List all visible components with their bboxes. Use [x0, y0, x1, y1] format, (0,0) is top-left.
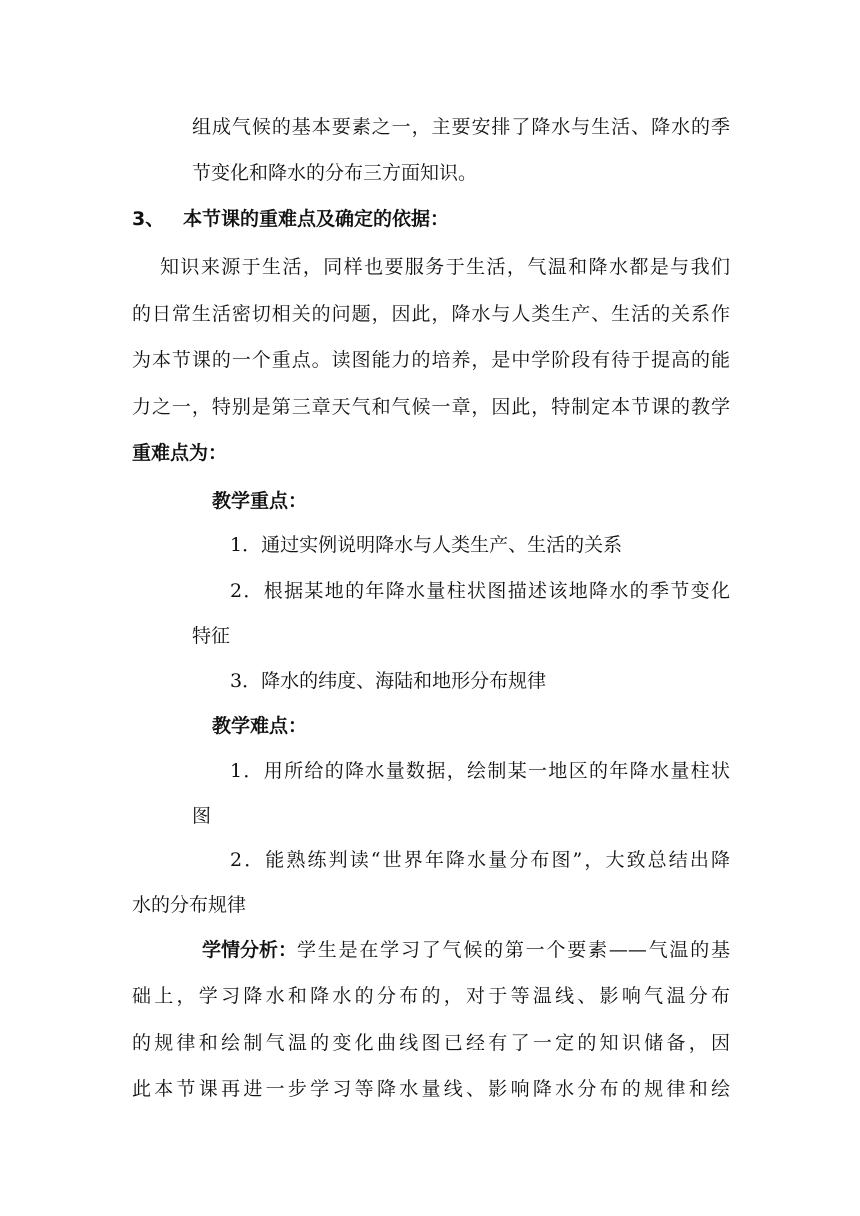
- difficulties-label: 教学难点：: [212, 715, 308, 737]
- analysis-line-3: 的规律和绘制气温的变化曲线图已经有了一定的知识储备，因: [132, 1032, 730, 1054]
- difficulty-1-line-2: 图: [192, 805, 212, 827]
- key-point-2-line-1: 2．根据某地的年降水量柱状图描述该地降水的季节变化: [230, 580, 730, 602]
- difficulty-1-line-1: 1．用所给的降水量数据，绘制某一地区的年降水量柱状: [230, 760, 730, 782]
- analysis-line-2: 础上，学习降水和降水的分布的，对于等温线、影响气温分布: [132, 985, 730, 1007]
- section-heading: 本节课的重难点及确定的依据：: [183, 208, 450, 230]
- paragraph-line-1: 知识来源于生活，同样也要服务于生活，气温和降水都是与我们: [160, 256, 730, 278]
- paragraph-line-4: 力之一，特别是第三章天气和气候一章，因此，特制定本节课的教学: [132, 396, 730, 418]
- paragraph-end: 重难点为：: [132, 442, 228, 464]
- analysis-line-4: 此本节课再进一步学习等降水量线、影响降水分布的规律和绘: [132, 1078, 730, 1100]
- analysis-line-1: [202, 936, 730, 964]
- paragraph-line-3: 为本节课的一个重点。读图能力的培养，是中学阶段有待于提高的能: [132, 349, 730, 371]
- paragraph-line-2: 的日常生活密切相关的问题，因此，降水与人类生产、生活的关系作: [132, 303, 730, 325]
- intro-line-1: 组成气候的基本要素之一，主要安排了降水与生活、降水的季: [192, 116, 730, 138]
- key-point-1: 1．通过实例说明降水与人类生产、生活的关系: [230, 534, 623, 556]
- key-points-label: 教学重点：: [212, 490, 308, 512]
- key-point-3: 3．降水的纬度、海陆和地形分布规律: [230, 670, 547, 692]
- intro-line-2: 节变化和降水的分布三方面知识。: [192, 162, 478, 184]
- analysis-first-text: 学生是在学习了气候的第一个要素——气温的基: [297, 939, 730, 961]
- key-point-2-line-2: 特征: [192, 625, 231, 647]
- difficulty-2-line-1: 2．能熟练判读“世界年降水量分布图”，大致总结出降: [230, 849, 730, 871]
- analysis-label: 学情分析：: [202, 939, 298, 961]
- difficulty-2-line-2: 水的分布规律: [132, 894, 247, 916]
- section-number: 3、: [132, 208, 165, 230]
